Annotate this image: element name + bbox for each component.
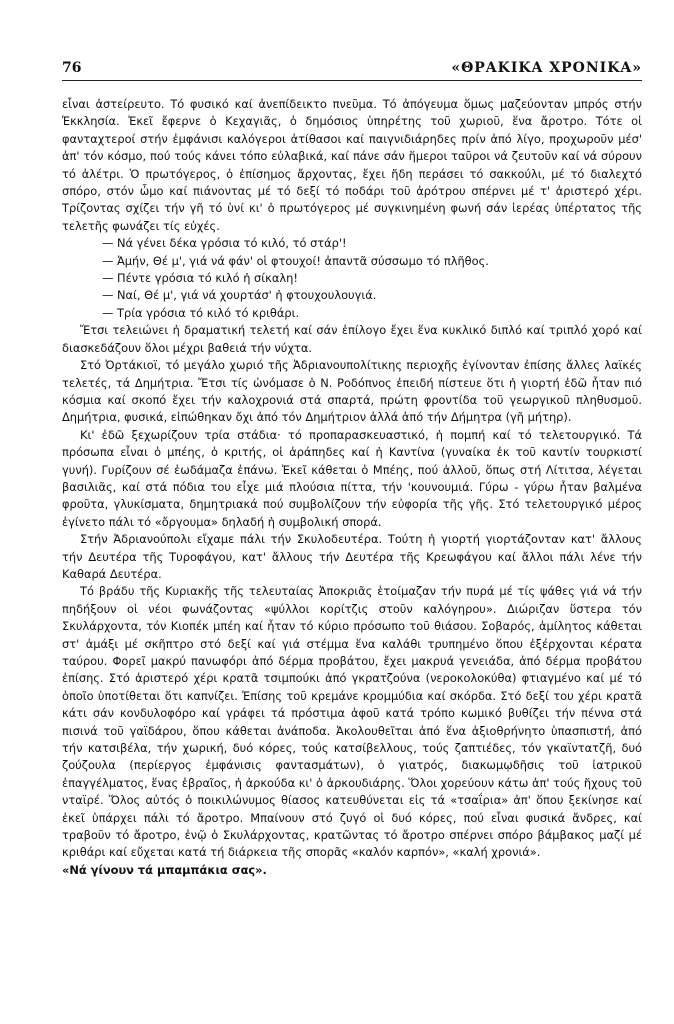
dialogue-line: — Πέντε γρόσια τό κιλό ἡ σίκαλη! (102, 271, 298, 286)
dialogue-line: — Τρία γρόσια τό κιλό τό κριθάρι. (102, 305, 300, 320)
dialogue-line: — Νά γένει δέκα γρόσια τό κιλό, τό στάρ'! (102, 236, 347, 251)
paragraph: Στήν Ἀδριανούπολι εἴχαμε πάλι τήν Σκυλοδευτέρα. Τούτη ἡ γιορτή γιορτάζονταν κατ' ἄλλους τήν Δευτέρα τῆς Τυροφάγου, κατ' ἄλλους τήν Δευτέρα τῆς Κρεωφάγου καί ἄλλοι πάλι λένε τήν Καθαρά Δευτέρα. (62, 532, 642, 581)
paragraph: εἶναι ἀστείρευτο. Τό φυσικό καί ἀνεπίδεικτο πνεῦμα. Τό ἀπόγευμα ὅμως μαζεύονταν μπρός στήν Ἐκκλησία. Ἐκεῖ ἔφερνε ὁ Κεχαγιᾶς, ὁ δημόσιος ὑπηρέτης τοῦ χωριοῦ, ἕνα ἄροτρο. Τότε οἱ φανταχτεροί στήν ἐμφάνισι καλόγεροι ἀτίθασοι καί παιγνιδιάρηδες πρίν ἀπό λίγο, προχωροῦν μέσ' ἀπ' τόν κόσμο, πού τούς κάνει τόπο εὐλαβικά, καί πάνε σάν ἥμεροι ταῦροι νά ζευτοῦν καί νά σύρουν τό ἀλέτρι. Ὁ πρωτόγερος, ὁ ἐπίσημος ἄρχοντας, ἔχει ἤδη περάσει τό σακκούλι, μέ τό διαλεχτό σπόρο, στόν ὦμο καί πιάνοντας μέ τό δεξί τό ποδάρι τοῦ ἀρότρου σπέρνει μέ τ' ἀριστερό χέρι. Τρίζοντας σχίζει τήν γῆ τό ὑνί κι' ὁ πρωτόγερος μέ συγκινημένη φωνή σάν ἱερέας ὑπέρτατος τῆς τελετῆς φωνάζει τίς εὐχές. (62, 97, 642, 233)
closing-line: «Νά γίνουν τά μπαμπάκια σας». (62, 862, 267, 877)
body-text (62, 96, 642, 879)
running-title: «ΘΡΑΚΙΚΑ ΧΡΟΝΙΚΑ» (451, 60, 642, 76)
dialogue-line: — Ναί, Θέ μ', γιά νά χουρτάσ' ἡ φτουχουλουγιά. (102, 288, 377, 303)
paragraph: Κι' ἐδῶ ξεχωρίζουν τρία στάδια· τό προπαρασκευαστικό, ἡ πομπή καί τό τελετουργικό. Τά πρόσωπα εἶναι ὁ μπέης, ὁ κριτής, οἱ ἀράπηδες καί ἡ Καντίνα (γυναίκα ἐκ τοῦ καντίν τουρκιστί γυνή). Γυρίζουν σέ ἑωδάμαζα ἐπάνω. Ἐκεῖ κάθεται ὁ Μπέης, πού ἀλλοῦ, ὅπως στή Λίτιτσα, λέγεται βασιλιᾶς, καί στά πόδια του εἶχε μιά πλούσια πίττα, τήν 'κουνουμιά. Γύρω - γύρω ἦταν βαλμένα φροῦτα, γλυκίσματα, δημητριακά πού συμβολίζουν τήν εὐφορία τῆς γῆς. Στό τελετουργικό μέρος ἐγίνετο πάλι τό «ὄργουμα» δηλαδή ἡ συμβολική σπορά. (62, 427, 642, 529)
dialogue-line: — Ἀμήν, Θέ μ', γιά νά φάν' οἱ φτουχοί! ἀπαντᾶ σύσσωμο τό πλῆθος. (102, 253, 489, 268)
paragraph: Τό βράδυ τῆς Κυριακῆς τῆς τελευταίας Ἀποκριᾶς ἑτοίμαζαν τήν πυρά μέ τίς ψάθες γιά νά τήν πηδήξουν οἱ νέοι φωνάζοντας «ψύλλοι κορίτζις στοῦν καλόγηρου». Διώριζαν ὕστερα τόν Σκυλάρχοντα, τόν Κιοπέκ μπέη καί ἦταν τό κύριο πρόσωπο τοῦ θιάσου. Σοβαρός, ἀμίλητος κάθεται στ' ἀμάξι μέ σκῆπτρο στό δεξί καί γιά στέμμα ἕνα καλάθι τρυπημένο ὅπου ἐξέρχονται κέρατα ταύρου. Φορεῖ μακρύ πανωφόρι ἀπό δέρμα προβάτου, ἔχει μακρυά γενειάδα, ἀπό δέρμα προβάτου ἐπίσης. Στό ἀριστερό χέρι κρατᾶ τσιμπούκι ἀπό γκρατζούνα (νεροκολοκύθα) φτιαγμένο καί μέ τό ὁποῖο ὑποτίθεται ὅτι καπνίζει. Ἐπίσης τοῦ κρεμάνε κρομμύδια καί σκόρδα. Στό δεξί του χέρι κρατᾶ κάτι σάν κονδυλοφόρο καί γράφει τά πρόστιμα ἀφοῦ κατά τρόπο κωμικό βυθίζει τήν πέννα στά πισινά τοῦ γαϊδάρου, ὅπου κάθεται ἀνάποδα. Ἀκολουθεῖται ἀπό ἕνα ἀξιοθρήνητο ὑπασπιστή, ἀπό τήν κατσιβέλα, τήν χωρική, δυό κόρες, τούς κατσίβελλους, τούς ζαπτιέδες, τόν γκαϊντατζῆ, δυό ζούζουλα (περίεργος ἐμφάνισις φαντασμάτων), ὁ γιατρός, διακωμῳδῆσις τοῦ ἰατρικοῦ ἐπαγγέλματος, ἕνας ἑβραῖος, ἡ ἀρκούδα κι' ὁ ἀρκουδιάρης. Ὅλοι χορεύουν κάτω ἀπ' τούς ἤχους τοῦ νταϊρέ. Ὅλος αὐτός ὁ ποικιλώνυμος θίασος κατευθύνεται εἰς τά «τσαΐρια» ἀπ' ὅπου ξεκίνησε καί ἐκεῖ ὑπάρχει πάλι τό ἄροτρο. Μπαίνουν στό ζυγό οἱ δυό κόρες, πού εἶναι φυσικά ἄνδρες, καί τραβοῦν τό ἄροτρο, ἐνῷ ὁ Σκυλάρχοντας, κρατῶντας τό ἄροτρο σπέρνει σπόρο βάμβακος μαζί μέ κριθάρι καί εὔχεται κατά τή διάρκεια τῆς σπορᾶς «καλόν καρπόν», «καλή χρονιά». (62, 584, 642, 860)
page-number: 76 (62, 60, 82, 76)
paragraph: Ἔτσι τελειώνει ἡ δραματική τελετή καί σάν ἐπίλογο ἔχει ἕνα κυκλικό διπλό καί τριπλό χορό καί διασκεδάζουν ὅλοι μέχρι βαθειά τήν νύχτα. (62, 323, 642, 355)
paragraph: Στό Ὀρτάκιοϊ, τό μεγάλο χωριό τῆς Ἀδριανουπολίτικης περιοχῆς ἐγίνονταν ἐπίσης ἄλλες λαϊκές τελετές, τά Δημήτρια. Ἔτσι τίς ὠνόμασε ὁ Ν. Ροδόπνος ἐπειδή πίστευε ὅτι ἡ γιορτή ἐδῶ ἦταν πιό κόσμια καί σκοπό ἔχει τήν καλοχρονιά στά σπαρτά, πρώτη φροντίδα τοῦ γεωργικοῦ πληθυσμοῦ. Δημήτρια, φυσικά, εἰπώθηκαν ὄχι ἀπό τόν Δημήτριον ἀλλά ἀπό τήν Δήμητρα (γῆ μήτηρ). (62, 358, 642, 425)
page-header (62, 58, 642, 81)
